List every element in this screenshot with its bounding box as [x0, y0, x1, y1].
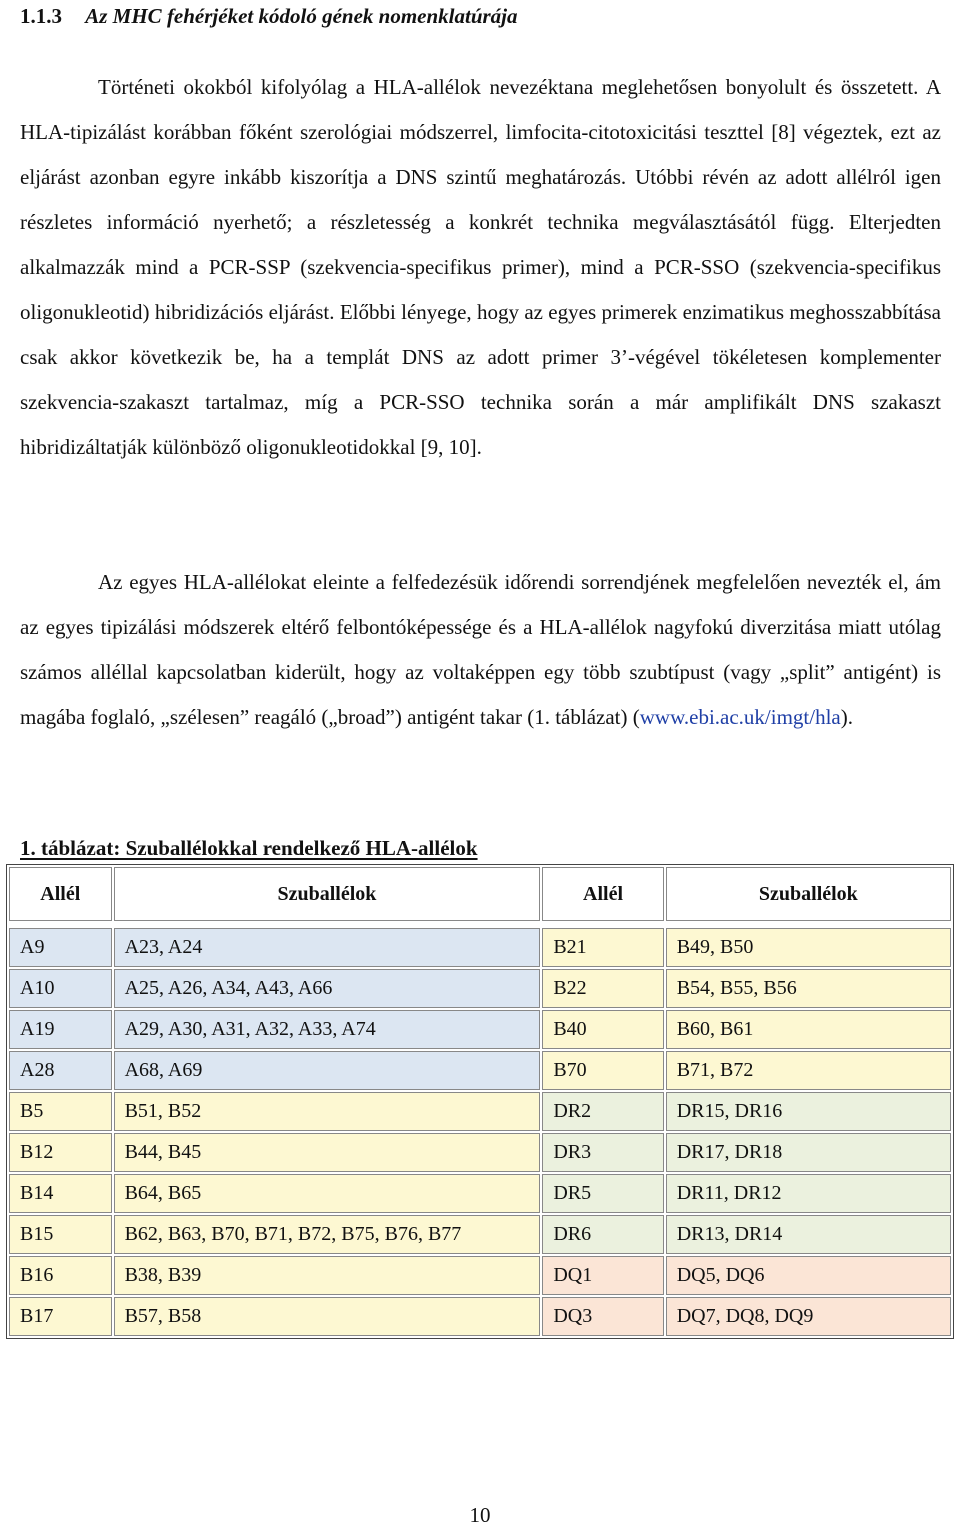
allele-cell: B22 [542, 969, 663, 1008]
suballeles-cell: B49, B50 [666, 928, 951, 967]
header-suballeles-2: Szuballélok [666, 867, 951, 921]
table-row [9, 1297, 951, 1336]
allele-cell: DR3 [542, 1133, 663, 1172]
allele-cell: B12 [9, 1133, 112, 1172]
suballeles-cell: B51, B52 [114, 1092, 541, 1131]
suballeles-cell: B44, B45 [114, 1133, 541, 1172]
table-header-row [9, 867, 951, 921]
table-row [9, 1215, 951, 1254]
paragraph-2 [20, 560, 941, 740]
suballeles-cell: A68, A69 [114, 1051, 541, 1090]
suballeles-cell: DR17, DR18 [666, 1133, 951, 1172]
allele-cell: B21 [542, 928, 663, 967]
paragraph-1: Történeti okokból kifolyólag a HLA-allélok nevezéktana meglehetősen bonyolult és összetett. A HLA-tipizálást korábban főként szerológiai módszerrel, limfocita-citotoxicitási teszttel [8] végeztek, ezt az eljárást azonban egyre inkább kiszorítja a DNS szintű meghatározás. Utóbbi révén az adott allélról igen részletes információ nyerhető; a részletesség a konkrét technika megválasztásától függ. Elterjedten alkalmazzák mind a PCR-SSP (szekvencia-specifikus primer), mind a PCR-SSO (szekvencia-specifikus oligonukleotid) hibridizációs eljárást. Előbbi lényege, hogy az egyes primerek enzimatikus meghosszabbítása csak akkor következik be, ha a templát DNS az adott primer 3’-végével tökéletesen komplementer szekvencia-szakaszt tartalmaz, míg a PCR-SSO technika során a már amplifikált DNS szakaszt hibridizáltatják különböző oligonukleotidokkal [9, 10]. [20, 75, 941, 459]
suballeles-cell: A25, A26, A34, A43, A66 [114, 969, 541, 1008]
section-number: 1.1.3 [20, 4, 62, 28]
allele-cell: B15 [9, 1215, 112, 1254]
suballeles-cell: DR13, DR14 [666, 1215, 951, 1254]
paragraph-2-text: Az egyes HLA-allélokat eleinte a felfedezésük időrendi sorrendjének megfelelően nevezték el, ám az egyes tipizálási módszerek eltérő felbontóképessége és a HLA-allélok nagyfokú diverzitása miatt utólag számos alléllal kapcsolatban kiderült, hogy az voltaképpen egy több szubtípust (vagy „split” antigént) is magába foglaló, „szélesen” reagáló („broad”) antigént takar (1. táblázat) ( [20, 570, 941, 729]
allele-cell: DQ1 [542, 1256, 663, 1295]
allele-cell: A19 [9, 1010, 112, 1049]
table-row [9, 928, 951, 967]
allele-cell: B40 [542, 1010, 663, 1049]
allele-cell: B5 [9, 1092, 112, 1131]
suballeles-cell: DR11, DR12 [666, 1174, 951, 1213]
suballeles-cell: B54, B55, B56 [666, 969, 951, 1008]
suballeles-cell: B62, B63, B70, B71, B72, B75, B76, B77 [114, 1215, 541, 1254]
suballeles-cell: DQ5, DQ6 [666, 1256, 951, 1295]
allele-cell: B17 [9, 1297, 112, 1336]
suballeles-cell: B71, B72 [666, 1051, 951, 1090]
table-body [9, 923, 951, 1336]
allele-cell: B70 [542, 1051, 663, 1090]
table-row [9, 1092, 951, 1131]
allele-cell: A28 [9, 1051, 112, 1090]
suballeles-cell: B60, B61 [666, 1010, 951, 1049]
allele-cell: DQ3 [542, 1297, 663, 1336]
page-number: 10 [469, 1503, 491, 1527]
table-row [9, 1051, 951, 1090]
header-suballeles-1: Szuballélok [114, 867, 541, 921]
allele-cell: A9 [9, 928, 112, 967]
table-row [9, 1174, 951, 1213]
suballeles-cell: B64, B65 [114, 1174, 541, 1213]
allele-cell: B16 [9, 1256, 112, 1295]
suballeles-cell: B38, B39 [114, 1256, 541, 1295]
allele-cell: DR6 [542, 1215, 663, 1254]
table-caption: 1. táblázat: Szuballélokkal rendelkező HLA-allélok [20, 836, 478, 860]
table-row [9, 1010, 951, 1049]
table-row [9, 1256, 951, 1295]
allele-cell: DR5 [542, 1174, 663, 1213]
suballeles-cell: B57, B58 [114, 1297, 541, 1336]
suballeles-cell: A29, A30, A31, A32, A33, A74 [114, 1010, 541, 1049]
paragraph-2-suffix: ). [840, 705, 854, 729]
table-row [9, 1133, 951, 1172]
allele-cell: DR2 [542, 1092, 663, 1131]
allele-cell: B14 [9, 1174, 112, 1213]
header-allele-1: Allél [9, 867, 112, 921]
imgt-link[interactable]: www.ebi.ac.uk/imgt/hla [639, 705, 841, 729]
section-title: Az MHC fehérjéket kódoló gének nomenklatúrája [85, 4, 518, 28]
section-heading [20, 2, 518, 30]
hla-suballele-table [6, 864, 954, 1339]
header-spacer [9, 923, 951, 926]
suballeles-cell: DQ7, DQ8, DQ9 [666, 1297, 951, 1336]
header-allele-2: Allél [542, 867, 663, 921]
suballeles-cell: DR15, DR16 [666, 1092, 951, 1131]
table-row [9, 969, 951, 1008]
allele-cell: A10 [9, 969, 112, 1008]
suballeles-cell: A23, A24 [114, 928, 541, 967]
